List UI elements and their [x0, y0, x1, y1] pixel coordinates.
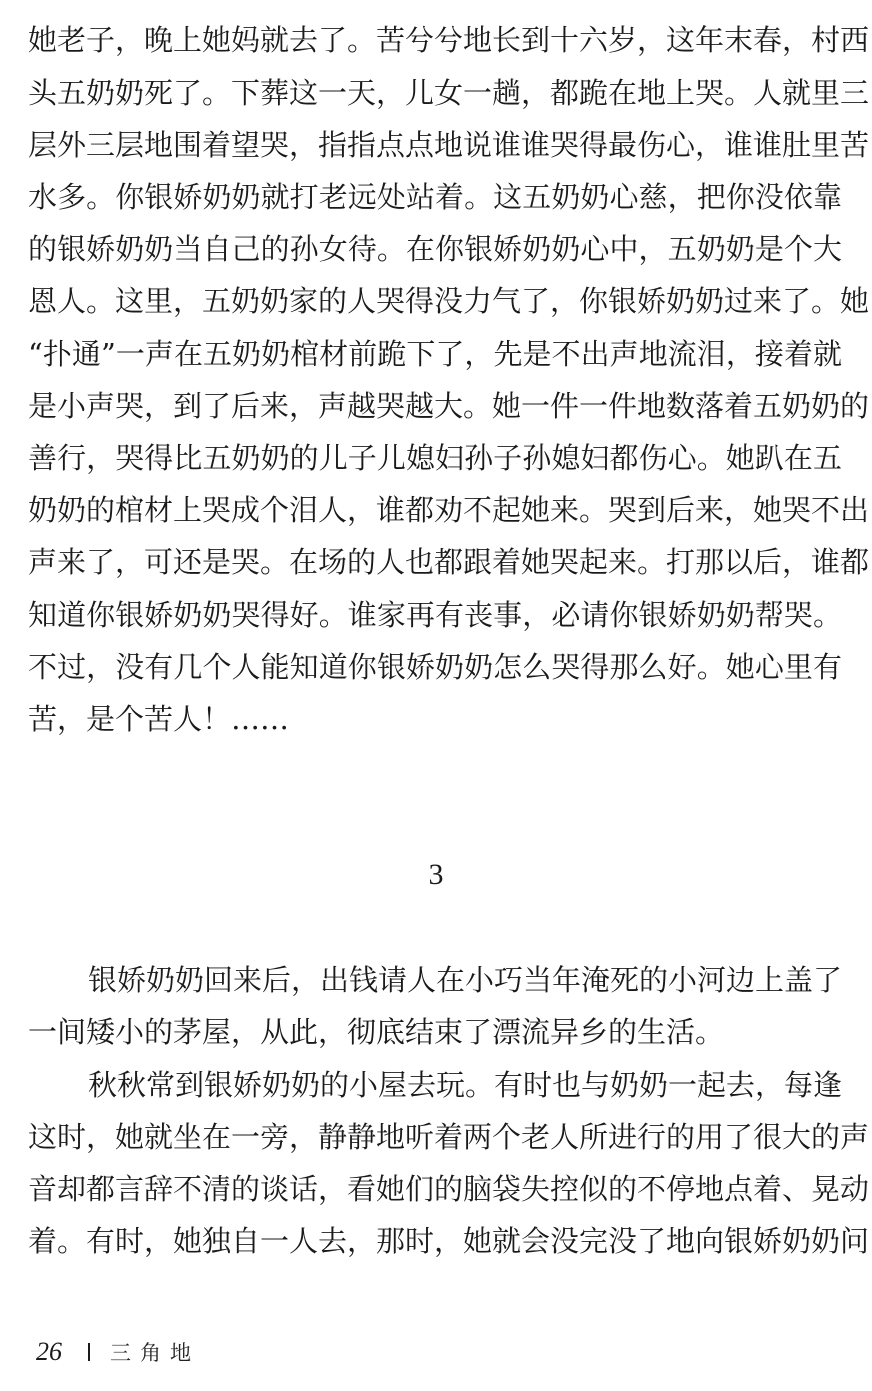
text-line: 着。有时，她独自一人去，那时，她就会没完没了地向银娇奶奶问 — [28, 1224, 870, 1258]
text-line: 层外三层地围着望哭，指指点点地说谁谁哭得最伤心，谁谁肚里苦 — [28, 128, 870, 162]
text-line: 的银娇奶奶当自己的孙女待。在你银娇奶奶心中，五奶奶是个大 — [28, 232, 842, 266]
section-number: 3 — [428, 858, 444, 891]
footer-divider — [88, 1343, 90, 1361]
text-line: “扑通”一声在五奶奶棺材前跪下了，先是不出声地流泪，接着就 — [28, 337, 842, 371]
text-line: 秋秋常到银娇奶奶的小屋去玩。有时也与奶奶一起去，每逢 — [88, 1068, 843, 1102]
text-line: 银娇奶奶回来后，出钱请人在小巧当年淹死的小河边上盖了 — [88, 963, 843, 997]
text-line: 不过，没有几个人能知道你银娇奶奶怎么哭得那么好。她心里有 — [28, 650, 842, 684]
book-title: 三角地 — [110, 1341, 200, 1365]
text-line: 头五奶奶死了。下葬这一天，儿女一趟，都跪在地上哭。人就里三 — [28, 76, 870, 110]
text-line: 水多。你银娇奶奶就打老远处站着。这五奶奶心慈，把你没依靠 — [28, 180, 842, 214]
page-footer — [36, 1330, 200, 1374]
text-line: 声来了，可还是哭。在场的人也都跟着她哭起来。打那以后，谁都 — [28, 545, 870, 579]
text-line: 善行，哭得比五奶奶的儿子儿媳妇孙子孙媳妇都伤心。她趴在五 — [28, 441, 842, 475]
page-number: 26 — [36, 1337, 62, 1366]
text-line: 知道你银娇奶奶哭得好。谁家再有丧事，必请你银娇奶奶帮哭。 — [28, 598, 842, 632]
text-line: 苦，是个苦人！…… — [28, 702, 290, 736]
text-line: 恩人。这里，五奶奶家的人哭得没力气了，你银娇奶奶过来了。她 — [28, 284, 870, 318]
text-line: 音却都言辞不清的谈话，看她们的脑袋失控似的不停地点着、晃动 — [28, 1172, 870, 1206]
text-line: 是小声哭，到了后来，声越哭越大。她一件一件地数落着五奶奶的 — [28, 389, 870, 423]
text-line: 奶奶的棺材上哭成个泪人，谁都劝不起她来。哭到后来，她哭不出 — [28, 493, 870, 527]
text-line: 她老子，晚上她妈就去了。苦兮兮地长到十六岁，这年末春，村西 — [28, 23, 870, 57]
text-line: 这时，她就坐在一旁，静静地听着两个老人所进行的用了很大的声 — [28, 1120, 870, 1154]
text-line: 一间矮小的茅屋，从此，彻底结束了漂流异乡的生活。 — [28, 1015, 725, 1049]
